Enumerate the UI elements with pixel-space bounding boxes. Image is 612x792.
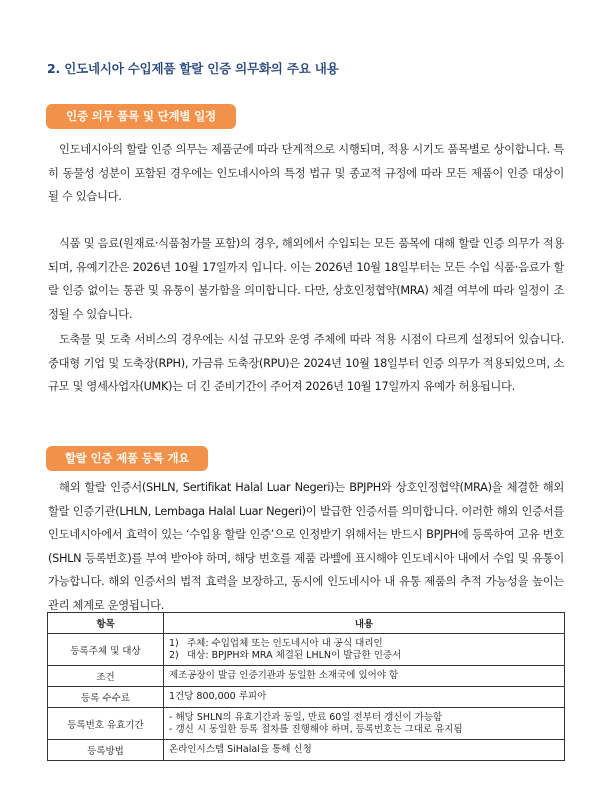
- row-content: 1건당 800,000 루피아: [164, 687, 565, 708]
- subsection-badge-schedule: 인증 의무 품목 및 단계별 일정: [46, 104, 236, 129]
- list-text: 대상: BPJPH와 MRA 체결된 LHLN이 발급한 인증서: [187, 649, 402, 661]
- row-label: 등록번호 유효기간: [48, 708, 164, 740]
- list-number: 1): [169, 637, 179, 649]
- table-row: [48, 666, 565, 687]
- row-label: 등록주체 및 대상: [48, 634, 164, 666]
- row-content: [164, 634, 565, 666]
- list-item: [169, 638, 559, 650]
- list-item: - 해당 SHLN의 유효기간과 동일, 만료 60일 전부터 갱신이 가능함: [169, 711, 443, 723]
- list-text: 주체: 수입업체 또는 인도네시아 내 공식 대리인: [187, 637, 383, 649]
- table-row: [48, 740, 565, 761]
- table-header-content: 내용: [164, 613, 565, 634]
- row-content: [164, 708, 565, 740]
- paragraph-slaughter: 도축물 및 도축 서비스의 경우에는 시설 규모와 운영 주체에 따라 적용 시점이 다르게 설정되어 있습니다. 중대형 기업 및 도축장(RPH), 가금류 도축장(RPU)은 2024년 10월 18일부터 인증 의무가 적용되었으며, 소규모 및 영세사업자(UMK)는 더 긴 준비기간이 주어져 2026년 10월 17일까지 유예가 허용됩니다.: [48, 333, 564, 393]
- row-label: 등록 수수료: [48, 687, 164, 708]
- row-label: 조건: [48, 666, 164, 687]
- table-row: [48, 634, 565, 666]
- subsection-badge-registration: 할랄 인증 제품 등록 개요: [46, 446, 208, 471]
- table-header-row: [48, 613, 565, 634]
- list-item: - 갱신 시 동일한 등록 절차를 진행해야 하며, 등록번호는 그대로 유지됨: [169, 723, 463, 735]
- list-item: [169, 650, 559, 662]
- table-row: [48, 708, 565, 740]
- table-header-item: 항목: [48, 613, 164, 634]
- section-heading: 2. 인도네시아 수입제품 할랄 인증 의무화의 주요 내용: [47, 61, 339, 76]
- row-label: 등록방법: [48, 740, 164, 761]
- row-content: 온라인시스템 SiHalal을 통해 신청: [164, 740, 565, 761]
- table-row: [48, 687, 565, 708]
- paragraph-registration: 해외 할랄 인증서(SHLN, Sertifikat Halal Luar Negeri)는 BPJPH와 상호인정협약(MRA)을 체결한 해외 할랄 인증기관(LHLN, Lembaga Halal Luar Negeri)이 발급한 인증서를 의미합니다. 이러한 해외 인증서를 인도네시아에서 효력이 있는 ‘수입용 할랄 인증’으로 인정받기 위해서는 반드시 BPJPH에 등록하여 고유 번호(SHLN 등록번호)를 부여 받아야 하며, 해당 번호를 제품 라벨에 표시해야 인도네시아 내에서 수입 및 유통이 가능합니다. 해외 인증서의 법적 효력을 보장하고, 동시에 인도네시아 내 유통 제품의 추적 가능성을 높이는 관리 체계로 운영됩니다.: [48, 481, 564, 612]
- paragraph-food-beverage: 식품 및 음료(원재료·식품첨가물 포함)의 경우, 해외에서 수입되는 모든 품목에 대해 할랄 인증 의무가 적용되며, 유예기간은 2026년 10월 17일까지 입니다. 이는 2026년 10월 18일부터는 모든 수입 식품·음료가 할랄 인증 없이는 통관 및 유통이 불가함을 의미합니다. 다만, 상호인정협약(MRA) 체결 여부에 따라 일정이 조정될 수 있습니다.: [48, 237, 564, 321]
- paragraph-overview: 인도네시아의 할랄 인증 의무는 제품군에 따라 단계적으로 시행되며, 적용 시기도 품목별로 상이합니다. 특히 동물성 성분이 포함된 경우에는 인도네시아의 특정 법규 및 종교적 규정에 따라 모든 제품이 인증 대상이 될 수 있습니다.: [48, 143, 564, 203]
- list-number: 2): [169, 649, 179, 661]
- registration-table: [47, 612, 565, 761]
- row-content: 제조공장이 발급 인증기관과 동일한 소재국에 있어야 함: [164, 666, 565, 687]
